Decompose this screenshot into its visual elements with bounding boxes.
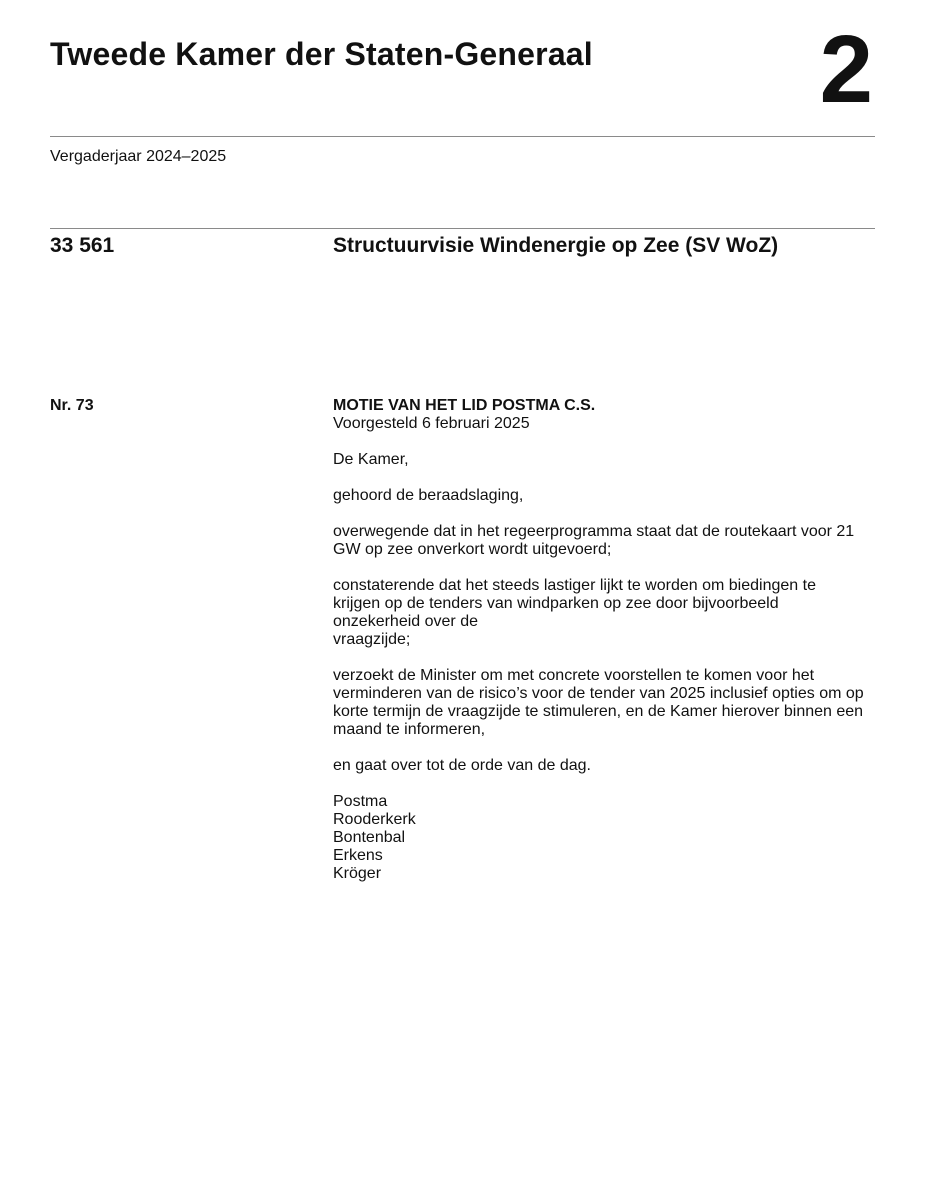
chamber-number: 2 [819,16,873,123]
signatory-name: Postma [333,793,388,810]
signatory-name: Rooderkerk [333,811,416,828]
signatory-name: Kröger [333,865,382,882]
signatory-name: Bontenbal [333,829,406,846]
noting-line: vraagzijde; [333,631,411,648]
closing-clause: en gaat over tot de orde van de dag. [333,757,591,774]
dossier-divider [50,228,875,229]
document-number: Nr. 73 [50,397,94,414]
signatory-name: Erkens [333,847,383,864]
signatory-list [333,793,878,883]
motion-heading: MOTIE VAN HET LID POSTMA C.S. [333,397,596,414]
dossier-title: Structuurvisie Windenergie op Zee (SV WoZ) [333,234,779,257]
motion-body [333,397,878,883]
request-clause: verzoekt de Minister om met concrete voorstellen te komen voor het verminderen van de risico’s voor de tender van 2025 inclusief opties om op korte termijn de vraagzijde te stimuleren, en de Kamer hierover binnen een maand te informeren, [333,667,864,738]
heard-clause: gehoord de beraadslaging, [333,487,524,504]
considering-clause: overwegende dat in het regeerprogramma staat dat de routekaart voor 21 GW op zee onverkort wordt uitgevoerd; [333,523,855,558]
dossier-number: 33 561 [50,234,115,257]
document-header-title: Tweede Kamer der Staten-Generaal [50,36,593,72]
noting-line: constaterende dat het steeds lastiger lijkt te worden om biedingen te [333,577,816,594]
noting-clause [333,577,878,649]
proposed-date: Voorgesteld 6 februari 2025 [333,415,530,432]
session-year: Vergaderjaar 2024–2025 [50,148,227,165]
noting-line: krijgen op de tenders van windparken op zee door bijvoorbeeld [333,595,779,612]
addressee: De Kamer, [333,451,409,468]
noting-line: onzekerheid over de [333,613,478,630]
header-divider [50,136,875,137]
